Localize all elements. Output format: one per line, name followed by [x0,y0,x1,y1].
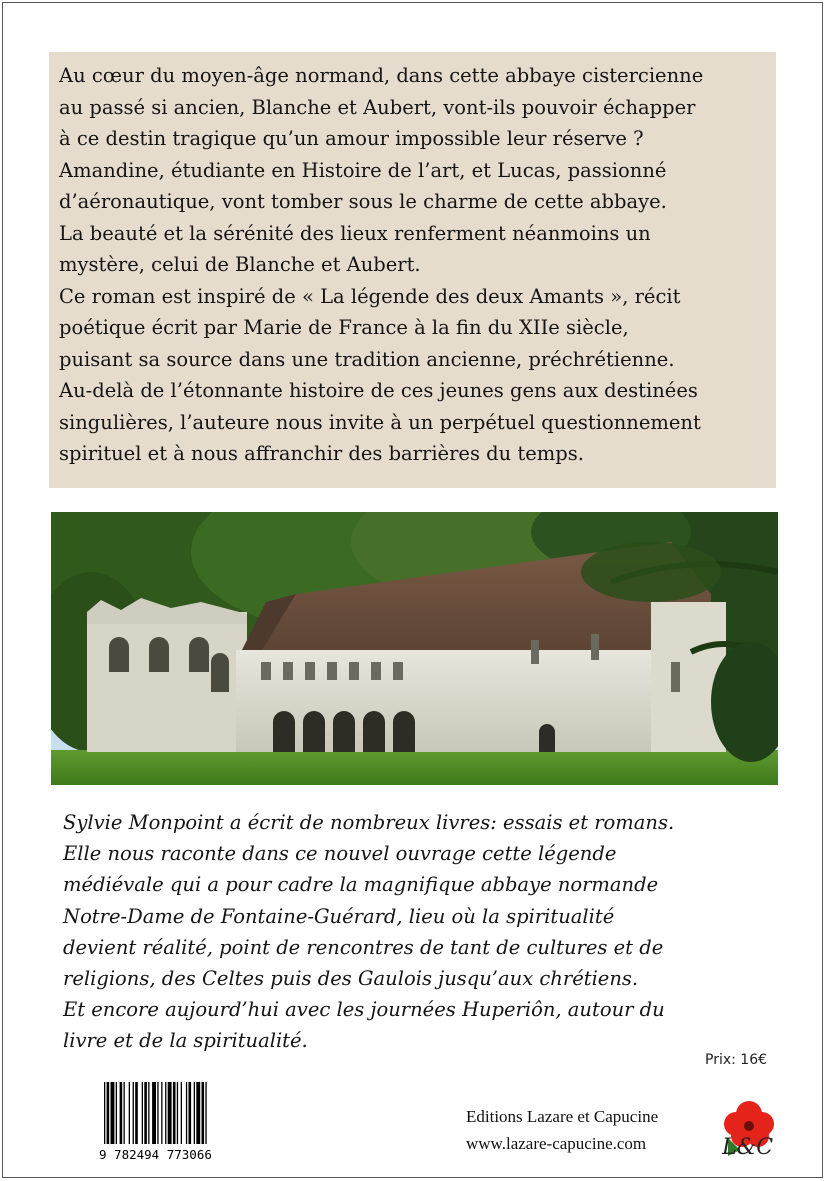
abbey-photo [51,512,778,785]
barcode-number: 9 782494 773066 [99,1147,212,1162]
logo-initials: L&C [722,1135,774,1158]
summary-line: Ce roman est inspiré de « La légende des deux Amants », récit [59,284,681,308]
summary-line: puisant sa source dans une tradition ancienne, préchrétienne. [59,347,675,371]
bio-line: religions, des Celtes puis des Gaulois jusqu’aux chrétiens. [63,967,639,991]
publisher-logo [718,1098,780,1158]
bio-line: livre et de la spiritualité. [63,1029,308,1053]
publisher-block [466,1103,706,1157]
bio-line: devient réalité, point de rencontres de tant de cultures et de [63,935,664,959]
summary-line: à ce destin tragique qu’un amour impossible leur réserve ? [59,127,644,150]
author-bio [63,807,783,1057]
bio-line: Notre-Dame de Fontaine-Guérard, lieu où la spiritualité [63,904,615,928]
bio-line: médiévale qui a pour cadre la magnifique abbaye normande [63,873,659,897]
summary-line: La beauté et la sérénité des lieux renferment néanmoins un [59,221,651,245]
summary-line: Amandine, étudiante en Histoire de l’art, et Lucas, passionné [59,158,667,182]
summary-line: d’aéronautique, vont tomber sous le charme de cette abbaye. [59,190,667,213]
bio-line: Et encore aujourd’hui avec les journées Huperiôn, autour du [63,998,665,1022]
bio-line: Elle nous raconte dans ce nouvel ouvrage cette légende [63,842,617,866]
publisher-website: www.lazare-capucine.com [466,1134,647,1153]
price-label: Prix: 16€ [705,1052,768,1068]
summary-line: singulières, l’auteure nous invite à un perpétuel questionnement [59,410,701,434]
summary-line: Au-delà de l’étonnante histoire de ces jeunes gens aux destinées [59,379,698,402]
summary-line: spirituel et à nous affranchir des barrières du temps. [59,442,584,465]
bio-line: Sylvie Monpoint a écrit de nombreux livres: essais et romans. [63,811,675,834]
summary-line: poétique écrit par Marie de France à la fin du XIIe siècle, [59,316,629,339]
isbn-barcode [96,1080,258,1162]
summary-box [49,52,776,488]
summary-line: au passé si ancien, Blanche et Aubert, vont-ils pouvoir échapper [59,95,696,119]
publisher-name: Editions Lazare et Capucine [466,1107,659,1126]
summary-line: Au cœur du moyen-âge normand, dans cette abbaye cistercienne [59,64,704,87]
summary-line: mystère, celui de Blanche et Aubert. [59,253,421,276]
